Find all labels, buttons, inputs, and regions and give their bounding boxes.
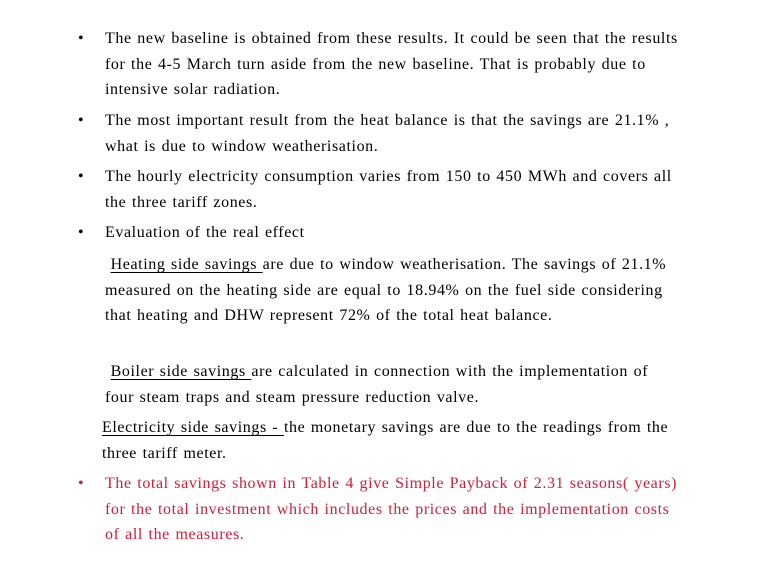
bullet-marker: • — [78, 224, 85, 241]
bullet-marker: • — [78, 475, 85, 492]
bullet-item-baseline — [78, 26, 678, 103]
heating-side-paragraph — [105, 252, 671, 329]
bullet-item-heat-balance — [78, 108, 678, 159]
bullet-item-evaluation — [78, 220, 678, 246]
bullet-item-electricity — [78, 164, 678, 215]
electricity-side-paragraph — [102, 415, 672, 466]
electricity-side-text: the monetary savings are due to the readings from the three tariff meter. — [102, 419, 669, 462]
bullet-text: The hourly electricity consumption varies from 150 to 450 MWh and covers all the three tariff zones. — [105, 168, 672, 211]
bullet-item-total-savings — [78, 471, 678, 548]
bullet-marker: • — [78, 112, 85, 129]
bullet-text: The most important result from the heat balance is that the savings are 21.1% , what is due to window weatherisation. — [105, 112, 670, 155]
boiler-side-heading: Boiler side savings — [110, 363, 252, 380]
electricity-side-heading: Electricity side savings - — [102, 419, 284, 436]
heating-side-heading: Heating side savings — [110, 256, 263, 273]
bullet-text: Evaluation of the real effect — [105, 224, 305, 241]
bullet-text: The new baseline is obtained from these results. It could be seen that the results for the 4-5 March turn aside from the new baseline. That is probably due to intensive solar radiation. — [105, 30, 678, 98]
bullet-marker: • — [78, 30, 85, 47]
bullet-marker: • — [78, 168, 85, 185]
bullet-text: The total savings shown in Table 4 give Simple Payback of 2.31 seasons( years) for the total investment which includes the prices and the implementation costs of all the measures. — [105, 475, 678, 543]
boiler-side-text: are calculated in connection with the implementation of four steam traps and steam pressure reduction valve. — [105, 363, 649, 406]
boiler-side-paragraph — [105, 359, 675, 410]
heating-side-text: are due to window weatherisation. The savings of 21.1% measured on the heating side are equal to 18.94% on the fuel side considering that heating and DHW represent 72% of the total heat balance. — [105, 256, 667, 324]
